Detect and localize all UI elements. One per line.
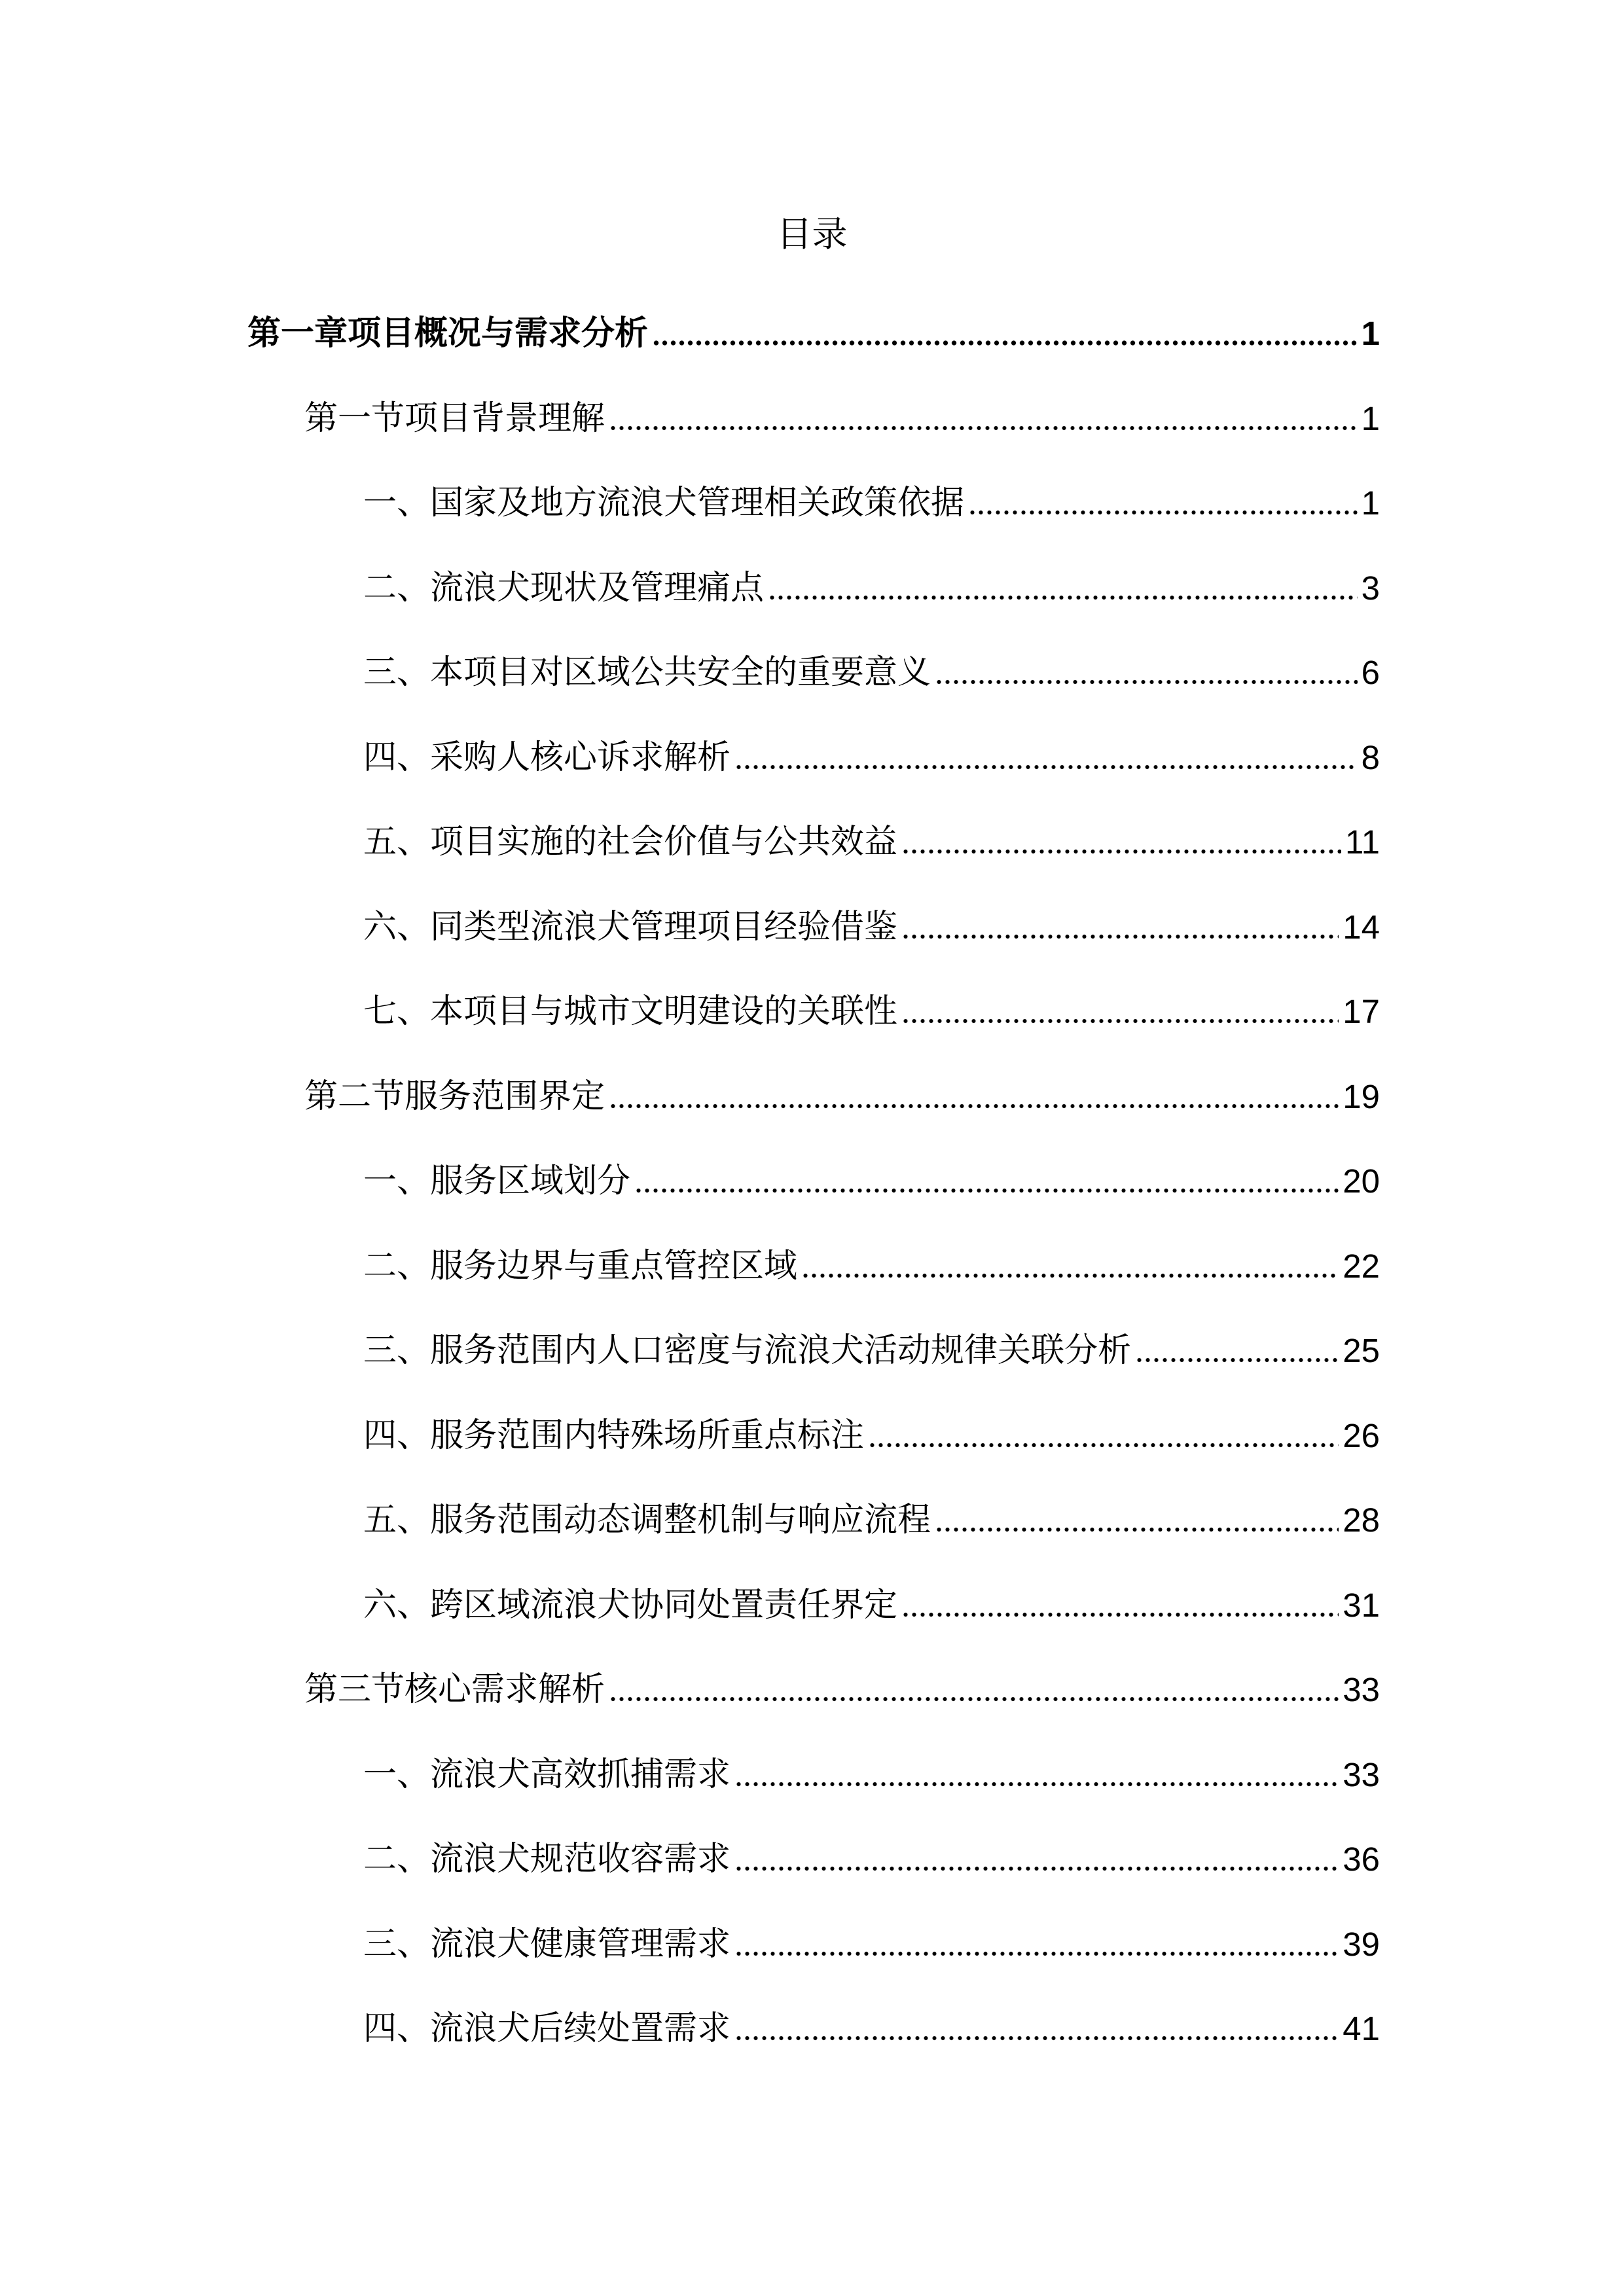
toc-entry[interactable] <box>363 806 1380 865</box>
toc-entry[interactable] <box>363 552 1380 611</box>
toc-dot-leader <box>935 677 1358 687</box>
toc-dot-leader <box>609 423 1358 433</box>
toc-entry-page-number: 17 <box>1343 993 1380 1030</box>
toc-dot-leader <box>968 508 1358 517</box>
toc-entry-page-number: 41 <box>1343 2010 1380 2047</box>
toc-entry[interactable] <box>363 722 1380 781</box>
toc-title: 目录 <box>776 213 848 255</box>
toc-entry[interactable] <box>363 1484 1380 1543</box>
toc-entry-label: 四、服务范围内特殊场所重点标注 <box>363 1416 865 1455</box>
toc-entry-page-number: 3 <box>1361 569 1380 607</box>
toc-entry[interactable] <box>304 1654 1380 1713</box>
toc-dot-leader <box>734 2034 1339 2043</box>
toc-dot-leader <box>901 847 1341 856</box>
toc-entry-label: 第一章项目概况与需求分析 <box>247 314 649 353</box>
toc-entry-label: 五、服务范围动态调整机制与响应流程 <box>363 1501 931 1539</box>
toc-dot-leader <box>652 338 1358 348</box>
toc-entry[interactable] <box>363 891 1380 950</box>
toc-dot-leader <box>734 1949 1339 1958</box>
toc-entry-label: 一、国家及地方流浪犬管理相关政策依据 <box>363 484 965 522</box>
toc-entry[interactable] <box>363 1230 1380 1289</box>
toc-entry-label: 第三节核心需求解析 <box>304 1670 605 1709</box>
toc-entry-page-number: 39 <box>1343 1926 1380 1963</box>
toc-dot-leader <box>609 1695 1339 1704</box>
toc-entry-page-number: 20 <box>1343 1162 1380 1200</box>
toc-entry-label: 二、流浪犬规范收容需求 <box>363 1840 731 1878</box>
toc-entry-page-number: 1 <box>1361 484 1380 522</box>
toc-entry-page-number: 6 <box>1361 654 1380 691</box>
toc-dot-leader <box>734 762 1358 772</box>
toc-dot-leader <box>801 1271 1339 1280</box>
toc-entry-page-number: 19 <box>1343 1078 1380 1115</box>
toc-entry-page-number: 31 <box>1343 1587 1380 1624</box>
toc-entry-page-number: 1 <box>1361 400 1380 437</box>
toc-entry-page-number: 33 <box>1343 1671 1380 1708</box>
toc-entry-label: 四、流浪犬后续处置需求 <box>363 2009 731 2048</box>
toc-entry[interactable] <box>363 1739 1380 1798</box>
toc-entry[interactable] <box>363 637 1380 696</box>
toc-entry-label: 四、采购人核心诉求解析 <box>363 738 731 777</box>
toc-entry-page-number: 28 <box>1343 1501 1380 1539</box>
toc-dot-leader <box>734 1864 1339 1873</box>
toc-entry[interactable] <box>363 1823 1380 1882</box>
toc-entry-label: 五、项目实施的社会价值与公共效益 <box>363 823 898 861</box>
toc-dot-leader <box>868 1441 1339 1450</box>
toc-dot-leader <box>935 1525 1339 1534</box>
toc-entry-label: 三、本项目对区域公共安全的重要意义 <box>363 653 931 692</box>
toc-entry-page-number: 25 <box>1343 1332 1380 1369</box>
toc-entry-label: 第一节项目背景理解 <box>304 399 605 438</box>
toc-entry-page-number: 22 <box>1343 1247 1380 1285</box>
toc-entry-page-number: 36 <box>1343 1840 1380 1878</box>
toc-entry[interactable] <box>304 383 1380 442</box>
toc-entry[interactable] <box>363 1400 1380 1459</box>
toc-entry[interactable] <box>247 298 1380 357</box>
toc-entry[interactable] <box>363 1909 1380 1967</box>
toc-entry-label: 三、流浪犬健康管理需求 <box>363 1925 731 1964</box>
toc-entry-page-number: 8 <box>1361 739 1380 776</box>
toc-entry-label: 第二节服务范围界定 <box>304 1077 605 1116</box>
toc-entry-label: 二、流浪犬现状及管理痛点 <box>363 569 765 607</box>
toc-entry-label: 六、跨区域流浪犬协同处置责任界定 <box>363 1586 898 1624</box>
toc-entry-label: 三、服务范围内人口密度与流浪犬活动规律关联分析 <box>363 1331 1132 1370</box>
toc-entry[interactable] <box>304 1061 1380 1120</box>
toc-dot-leader <box>1135 1355 1339 1365</box>
toc-dot-leader <box>901 932 1339 941</box>
toc-entry[interactable] <box>363 1570 1380 1628</box>
toc-entry-label: 二、服务边界与重点管控区域 <box>363 1247 798 1285</box>
toc-entry-page-number: 33 <box>1343 1756 1380 1793</box>
toc-dot-leader <box>901 1016 1339 1026</box>
toc-entry-label: 六、同类型流浪犬管理项目经验借鉴 <box>363 908 898 946</box>
toc-entry[interactable] <box>363 1993 1380 2052</box>
toc-entry-label: 七、本项目与城市文明建设的关联性 <box>363 992 898 1031</box>
toc-entry[interactable] <box>363 1145 1380 1204</box>
toc-entry-label: 一、服务区域划分 <box>363 1162 631 1200</box>
toc-dot-leader <box>609 1102 1339 1111</box>
toc-dot-leader <box>734 1780 1339 1789</box>
toc-entry-page-number: 1 <box>1361 315 1380 352</box>
toc-dot-leader <box>901 1610 1339 1619</box>
toc-dot-leader <box>634 1186 1339 1195</box>
toc-dot-leader <box>768 593 1358 602</box>
toc-entry[interactable] <box>363 976 1380 1035</box>
toc-entry-page-number: 26 <box>1343 1417 1380 1454</box>
toc-entry-page-number: 14 <box>1343 908 1380 946</box>
toc-entry[interactable] <box>363 1315 1380 1374</box>
toc-entry[interactable] <box>363 467 1380 526</box>
toc-entry-label: 一、流浪犬高效抓捕需求 <box>363 1755 731 1794</box>
toc-entry-page-number: 11 <box>1345 823 1380 861</box>
